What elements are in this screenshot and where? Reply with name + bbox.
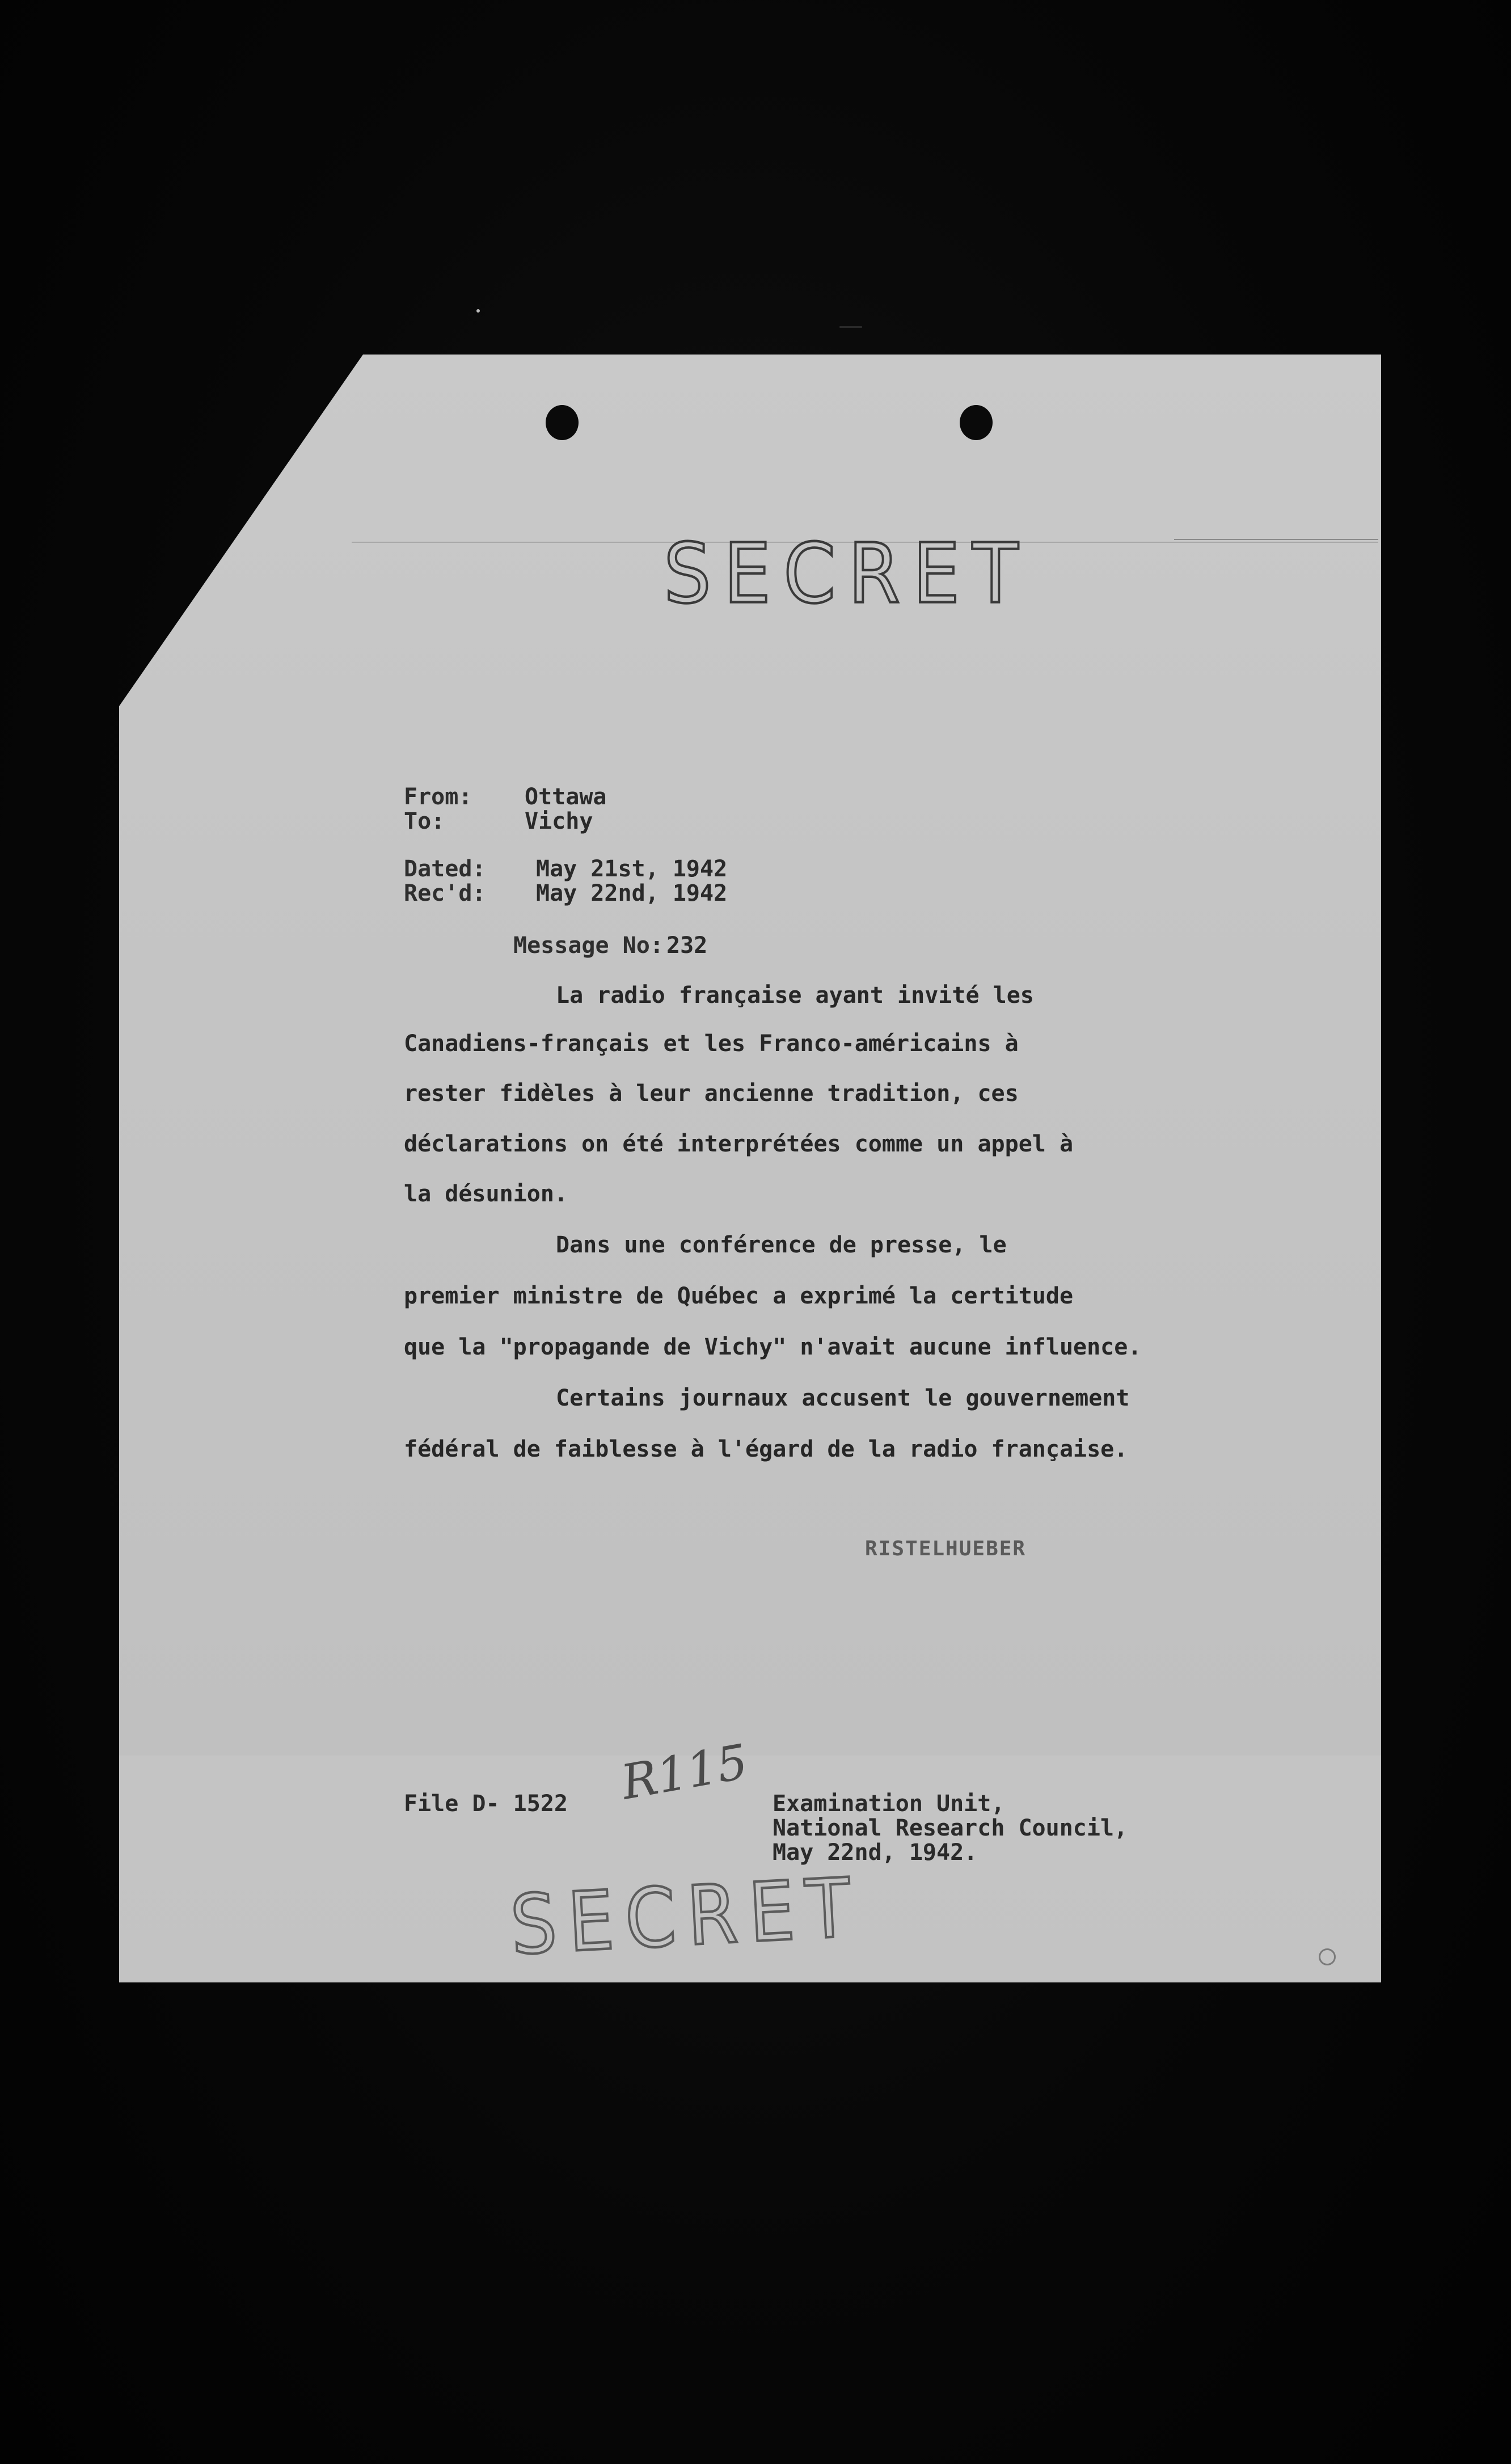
body-line: Canadiens-français et les Franco-américains à [404, 1031, 1019, 1057]
signature-name: RISTELHUEBER [865, 1537, 1027, 1560]
message-no-value: 232 [666, 933, 708, 959]
body-line: Dans une conférence de presse, le [556, 1232, 1007, 1258]
to-value: Vichy [525, 808, 593, 834]
punch-hole-left [546, 405, 579, 440]
body-line: premier ministre de Québec a exprimé la certitude [404, 1283, 1074, 1309]
body-line: fédéral de faiblesse à l'égard de la radio française. [404, 1436, 1128, 1462]
recd-label: Rec'd: [404, 880, 486, 906]
examiner-line-1: Examination Unit, [773, 1791, 1005, 1817]
body-line: Certains journaux accusent le gouvernement [556, 1385, 1130, 1411]
header-rule-right [1174, 539, 1378, 540]
handwritten-note: R115 [617, 1733, 752, 1811]
from-value: Ottawa [525, 784, 607, 810]
dust-speck [476, 309, 480, 313]
dated-value: May 21st, 1942 [536, 856, 728, 882]
punch-hole-right [960, 405, 993, 440]
message-no-label: Message No: [513, 933, 664, 959]
body-line: que la "propagande de Vichy" n'avait aucune influence. [404, 1334, 1142, 1360]
file-number: File D- 1522 [404, 1791, 568, 1817]
dated-label: Dated: [404, 856, 486, 882]
dust-speck [839, 326, 862, 328]
examiner-line-2: National Research Council, [773, 1815, 1128, 1841]
body-line: La radio française ayant invité les [556, 982, 1034, 1009]
to-label: To: [404, 808, 445, 834]
examiner-line-3: May 22nd, 1942. [773, 1839, 978, 1866]
from-label: From: [404, 784, 472, 810]
corner-pencil-mark [1319, 1948, 1336, 1965]
recd-value: May 22nd, 1942 [536, 880, 728, 906]
body-line: rester fidèles à leur ancienne tradition, ces [404, 1081, 1019, 1107]
secret-stamp-top: SECRET [664, 526, 1031, 622]
body-line: déclarations on été interprétées comme un appel à [404, 1131, 1074, 1157]
body-line: la désunion. [404, 1181, 568, 1207]
bleed-through-mark [170, 1095, 192, 1174]
secret-stamp-bottom: SECRET [508, 1860, 864, 1974]
